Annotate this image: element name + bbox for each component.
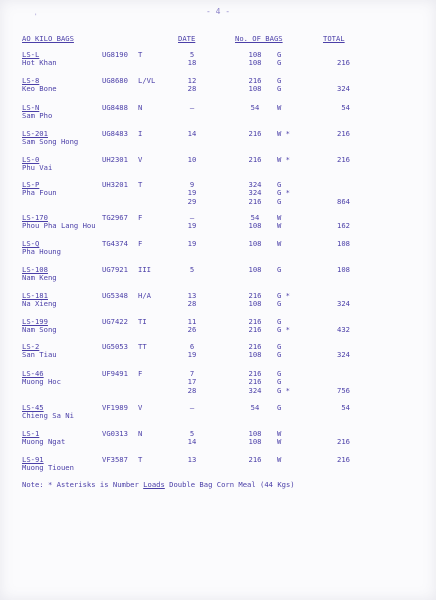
drop-date: 26 [187,325,197,335]
cargo-type: W [277,455,282,464]
drop-class: T [138,180,143,189]
drop-class: TI [138,317,147,326]
bags-cell [240,370,270,395]
cargo-type: G [277,369,282,378]
cargo-type: G [277,196,282,206]
bag-count: 54 [250,403,260,412]
date-cell [176,51,208,68]
type-cell [277,181,290,206]
location-cell [22,343,57,360]
date-cell [176,104,208,112]
grid-reference: UG8190 [102,50,128,59]
grid-reference: UH3201 [102,180,128,189]
location-cell [22,240,61,257]
location-cell [22,181,57,198]
table-row [0,456,436,482]
drop-class: V [138,155,143,164]
date-cell [176,77,208,94]
date-cell [176,181,208,206]
drop-class: F [138,213,143,222]
location-code: LS-P [22,180,40,189]
cargo-type: W * [277,129,290,138]
cargo-type: W [277,437,282,447]
village-name: Muong Ngat [22,437,66,447]
drop-class: V [138,403,143,412]
row-total: 108 [337,265,350,274]
bag-count: 54 [250,103,260,112]
bag-count: 216 [248,455,262,464]
row-total: 162 [337,221,350,231]
village-name: Chieng Sa Ni [22,411,74,421]
drop-date: – [189,213,195,222]
header-bags: No. OF BAGS [235,34,283,43]
row-total: 54 [341,403,350,412]
date-cell [176,156,208,164]
cargo-type: G [277,299,282,309]
type-cell [277,214,281,231]
table-row [0,77,436,103]
location-cell [22,404,74,421]
location-code: LS-8 [22,76,40,85]
grid-reference: UG7921 [102,265,128,274]
row-total: 324 [337,299,350,309]
drop-date: 7 [189,369,195,378]
cargo-type: G [277,403,282,412]
header-total: TOTAL [323,34,345,43]
date-cell [176,343,208,360]
village-name: Muong Hoc [22,377,61,387]
village-name: Keo Bone [22,84,57,94]
bag-count: 216 [248,196,262,206]
bag-count: 216 [248,76,262,85]
bag-count: 108 [248,221,262,231]
table-row [0,51,436,77]
table-row [0,430,436,456]
grid-reference: TG2967 [102,213,128,222]
footnote-suffix: Double Bag Corn Meal (44 Kgs) [164,480,295,489]
drop-date: 18 [187,58,197,68]
village-name: Pha Foun [22,188,57,198]
drop-date: – [189,103,195,112]
grid-reference: UG8488 [102,103,128,112]
drop-date: 6 [189,342,195,351]
date-cell [176,370,208,395]
table-row [0,404,436,430]
row-total: 864 [337,196,350,206]
cargo-type: W [277,221,282,231]
location-cell [22,156,52,173]
drop-date: 14 [187,437,197,447]
header-date: DATE [178,34,196,43]
date-cell [176,430,208,447]
village-name: Sam Pho [22,111,53,121]
row-total: 216 [337,155,350,164]
date-cell [176,292,208,309]
bags-cell [240,318,270,335]
cargo-type: G [277,317,282,326]
cargo-type: G [277,342,282,351]
drop-date: 5 [189,429,195,438]
cargo-type: G [277,350,282,360]
bags-cell [240,130,270,138]
bag-count: 216 [248,317,262,326]
type-cell [277,104,281,112]
cargo-type: G [277,84,282,94]
bag-count: 108 [248,299,262,309]
cargo-type: G * [277,325,290,335]
type-cell [277,404,281,412]
bags-cell [240,77,270,94]
type-cell [277,370,290,395]
cargo-type: W [277,213,282,222]
table-row [0,292,436,318]
drop-date: 17 [187,377,197,387]
location-cell [22,430,65,447]
location-code: LS-N [22,103,40,112]
date-cell [176,240,208,248]
location-code: LS-45 [22,403,44,412]
location-code: LS-2 [22,342,40,351]
drop-date: 10 [187,155,197,164]
bag-count: 216 [248,369,262,378]
bags-cell [240,404,270,412]
bags-cell [240,456,270,464]
date-cell [176,130,208,138]
location-cell [22,77,57,94]
village-name: Phou Pha Lang Hou [22,221,96,231]
village-name: San Tiau [22,350,57,360]
drop-date: 11 [187,317,197,326]
drop-class: I [138,129,143,138]
location-code: LS-201 [22,129,48,138]
type-cell [277,156,290,164]
village-name: Nam Keng [22,273,57,283]
bag-count: 216 [248,155,262,164]
type-cell [277,266,281,274]
row-total: 54 [341,103,350,112]
type-cell [277,456,281,464]
type-cell [277,292,290,309]
cargo-type: G * [277,188,290,198]
drop-class: L/VL [138,76,156,85]
cargo-type: G [277,50,282,59]
row-total: 324 [337,84,350,94]
bag-count: 54 [250,213,260,222]
location-code: LS-0 [22,155,40,164]
cargo-type: G * [277,385,290,395]
bags-cell [240,292,270,309]
bag-count: 324 [248,188,262,198]
location-cell [22,318,57,335]
bag-count: 108 [248,265,262,274]
location-cell [22,130,78,147]
location-cell [22,266,57,283]
bags-cell [240,51,270,68]
drop-date: 19 [187,239,197,248]
drop-class: H/A [138,291,151,300]
location-code: LS-Q [22,239,40,248]
drop-date: 19 [187,188,197,198]
cargo-type: G [277,180,282,189]
row-total: 432 [337,325,350,335]
table-row [0,130,436,156]
location-code: LS-L [22,50,40,59]
bag-count: 108 [248,437,262,447]
location-code: LS-181 [22,291,48,300]
type-cell [277,77,281,94]
grid-reference: UG8680 [102,76,128,85]
drop-class: F [138,239,143,248]
cargo-type: G [277,265,282,274]
grid-reference: UG8483 [102,129,128,138]
bag-count: 324 [248,385,262,395]
bag-count: 108 [248,58,262,68]
village-name: Pha Houng [22,247,61,257]
bag-count: 216 [248,377,262,387]
village-name: Hot Khan [22,58,57,68]
date-cell [176,404,208,412]
bag-count: 108 [248,350,262,360]
row-total: 216 [337,58,350,68]
table-row [0,266,436,292]
village-name: Muong Tiouen [22,463,74,473]
location-cell [22,214,96,231]
location-cell [22,370,61,387]
drop-date: 28 [187,84,197,94]
table-row [0,214,436,240]
table-row [0,156,436,182]
village-name: Na Xieng [22,299,57,309]
cargo-type: W [277,103,282,112]
drop-class: N [138,103,143,112]
bag-count: 324 [248,180,262,189]
type-cell [277,343,281,360]
drop-date: 5 [189,50,195,59]
type-cell [277,51,281,68]
cargo-type: G [277,76,282,85]
footnote-prefix: Note: * Asterisks is Number [22,480,144,489]
grid-reference: UG5348 [102,291,128,300]
cargo-type: W [277,429,282,438]
drop-date: 12 [187,76,197,85]
cargo-type: G * [277,291,290,300]
date-cell [176,456,208,464]
drop-date: 13 [187,291,197,300]
bags-cell [240,156,270,164]
grid-reference: UH2301 [102,155,128,164]
bags-cell [240,104,270,112]
drop-date: 9 [189,180,195,189]
cargo-type: W [277,239,282,248]
drop-class: N [138,429,143,438]
drop-date: 19 [187,221,197,231]
drop-date: – [189,403,195,412]
bags-cell [240,181,270,206]
grid-reference: UG7422 [102,317,128,326]
location-code: LS-46 [22,369,44,378]
location-code: LS-91 [22,455,44,464]
drop-date: 19 [187,350,197,360]
footnote [22,481,295,489]
type-cell [277,430,281,447]
bag-count: 108 [248,429,262,438]
table-row [0,370,436,396]
drop-date: 5 [189,265,195,274]
type-cell [277,240,281,248]
location-cell [22,456,74,473]
corner-mark: ' [34,13,38,20]
table-row [0,343,436,369]
location-code: LS-199 [22,317,48,326]
bag-count: 216 [248,129,262,138]
row-total: 216 [337,455,350,464]
location-code: LS-170 [22,213,48,222]
drop-date: 28 [187,299,197,309]
type-cell [277,318,290,335]
grid-reference: VF3587 [102,455,128,464]
cargo-type: W * [277,155,290,164]
bag-count: 216 [248,291,262,300]
bag-count: 108 [248,239,262,248]
drop-date: 14 [187,129,197,138]
row-total: 324 [337,350,350,360]
location-cell [22,292,57,309]
drop-class: F [138,369,143,378]
drop-class: TT [138,342,147,351]
row-total: 216 [337,129,350,138]
drop-date: 28 [187,385,197,395]
date-cell [176,266,208,274]
table-row [0,181,436,207]
bags-cell [240,266,270,274]
bags-cell [240,430,270,447]
table-row [0,104,436,130]
cargo-type: G [277,377,282,387]
header-section: AO KILO BAGS [22,34,74,43]
type-cell [277,130,290,138]
row-total: 108 [337,239,350,248]
location-cell [22,104,52,121]
drop-class: T [138,50,143,59]
cargo-type: G [277,58,282,68]
location-code: LS-108 [22,265,48,274]
table-row [0,240,436,266]
drop-class: III [138,265,151,274]
village-name: Nam Song [22,325,57,335]
footnote-underlined: Loads [143,480,165,489]
location-cell [22,51,57,68]
bag-count: 216 [248,325,262,335]
row-total: 216 [337,437,350,447]
bag-count: 108 [248,50,262,59]
table-row [0,318,436,344]
row-total: 756 [337,385,350,395]
village-name: Sam Song Hong [22,137,79,147]
grid-reference: UG5053 [102,342,128,351]
bags-cell [240,214,270,231]
drop-date: 29 [187,196,197,206]
bag-count: 216 [248,342,262,351]
grid-reference: TG4374 [102,239,128,248]
bags-cell [240,343,270,360]
grid-reference: UF9491 [102,369,128,378]
date-cell [176,214,208,231]
page-number: - 4 - [205,7,231,16]
grid-reference: VF1989 [102,403,128,412]
village-name: Phu Vai [22,163,53,173]
drop-date: 13 [187,455,197,464]
bags-cell [240,240,270,248]
bag-count: 108 [248,84,262,94]
location-code: LS-1 [22,429,40,438]
date-cell [176,318,208,335]
drop-class: T [138,455,143,464]
grid-reference: VG0313 [102,429,128,438]
